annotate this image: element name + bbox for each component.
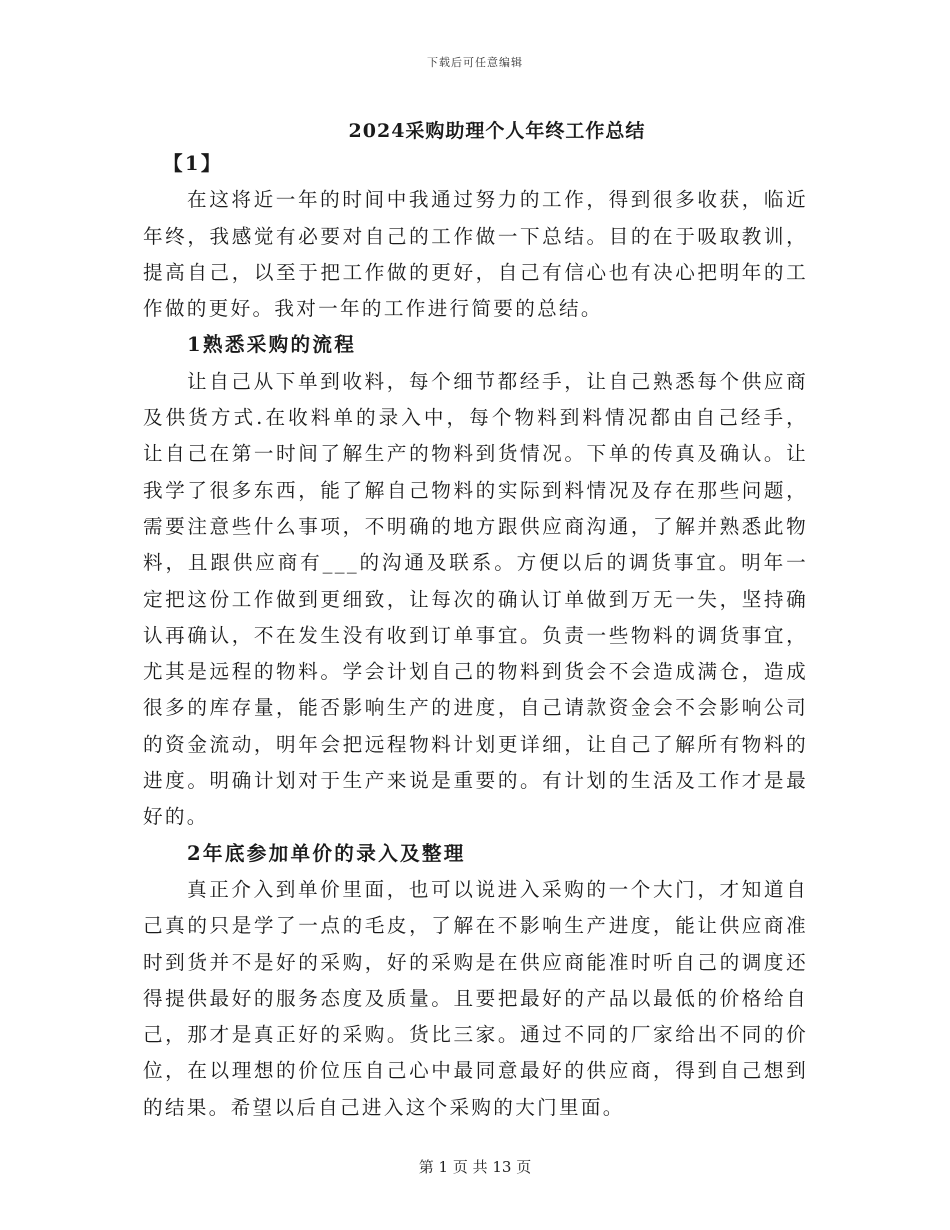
document-body xyxy=(143,146,808,1126)
section-heading-1: 1熟悉采购的流程 xyxy=(187,333,357,357)
page-footer: 第 1 页 共 13 页 xyxy=(418,1158,532,1176)
section-marker: 【1】 xyxy=(163,152,223,175)
intro-paragraph: 在这将近一年的时间中我通过努力的工作，得到很多收获，临近年终，我感觉有必要对自己的工作做一下总结。目的在于吸取教训，提高自己，以至于把工作做的更好，自己有信心也有决心把明年的工作做的更好。我对一年的工作进行简要的总结。 xyxy=(143,188,808,321)
section-paragraph-1: 让自己从下单到收料，每个细节都经手，让自己熟悉每个供应商及供货方式.在收料单的录入中，每个物料到料情况都由自己经手，让自己在第一时间了解生产的物料到货情况。下单的传真及确认。让我学了很多东西，能了解自己物料的实际到料情况及存在那些问题，需要注意些什么事项，不明确的地方跟供应商沟通，了解并熟悉此物料，且跟供应商有___的沟通及联系。方便以后的调货事宜。明年一定把这份工作做到更细致，让每次的确认订单做到万无一失，坚持确认再确认，不在发生没有收到订单事宜。负责一些物料的调货事宜，尤其是远程的物料。学会计划自己的物料到货会不会造成满仓，造成很多的库存量，能否影响生产的进度，自己请款资金会不会影响公司的资金流动，明年会把远程物料计划更详细，让自己了解所有物料的进度。明确计划对于生产来说是重要的。有计划的生活及工作才是最好的。 xyxy=(143,369,808,829)
section-paragraph-2: 真正介入到单价里面，也可以说进入采购的一个大门，才知道自己真的只是学了一点的毛皮，了解在不影响生产进度，能让供应商准时到货并不是好的采购，好的采购是在供应商能准时听自己的调度还得提供最好的服务态度及质量。且要把最好的产品以最低的价格给自己，那才是真正好的采购。货比三家。通过不同的厂家给出不同的价位，在以理想的价位压自己心中最同意最好的供应商，得到自己想到的结果。希望以后自己进入这个采购的大门里面。 xyxy=(143,877,808,1119)
page-header: 下载后可任意编辑 xyxy=(427,56,523,69)
section-heading-2: 2年底参加单价的录入及整理 xyxy=(187,841,466,865)
document-title: 2024采购助理个人年终工作总结 xyxy=(348,120,646,142)
